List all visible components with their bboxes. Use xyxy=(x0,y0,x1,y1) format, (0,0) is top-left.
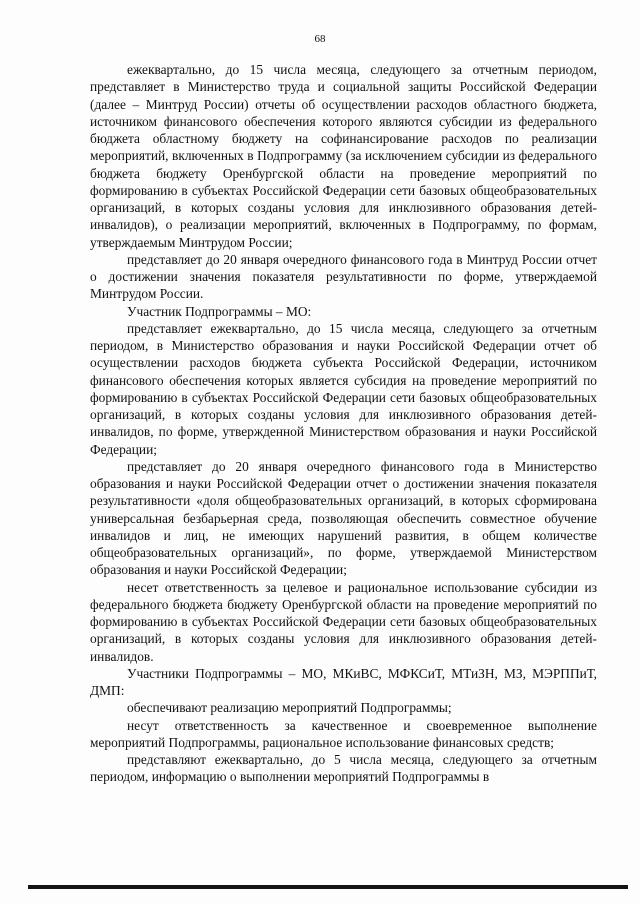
paragraph: представляет до 20 января очередного финансового года в Минтруд России отчет о достижении значения показателя результативности по форме, утверждаемой Минтрудом России. xyxy=(90,251,597,302)
document-body xyxy=(90,61,597,786)
paragraph: обеспечивают реализацию мероприятий Подпрограммы; xyxy=(127,700,452,716)
paragraph: Участники Подпрограммы – МО, МКиВС, МФКСиТ, МТиЗН, МЗ, МЭРППиТ, ДМП: xyxy=(90,665,597,698)
paragraph: несет ответственность за целевое и рациональное использование субсидии из федерального бюджета бюджету Оренбургской области на проведение мероприятий по формированию в субъектах Российской Федерации сети базовых общеобразовательных организаций, в которых созданы условия для инклюзивного образования детей-инвалидов. xyxy=(90,579,597,664)
paragraph: Участник Подпрограммы – МО: xyxy=(127,303,312,319)
paragraph: ежеквартально, до 15 числа месяца, следующего за отчетным периодом, представляет в Министерство труда и социальной защиты Российской Федерации (далее – Минтруд России) отчеты об осуществлении расходов областного бюджета, источником финансового обеспечения которого являются субсидии из федерального бюджета областному бюджету на софинансирование расходов по реализации мероприятий, включенных в Подпрограмму (за исключением субсидии из федерального бюджета бюджету Оренбургской области на проведение мероприятий по формированию в субъектах Российской Федерации сети базовых общеобразовательных организаций, в которых созданы условия для инклюзивного образования детей-инвалидов), о реализации мероприятий, включенных в Подпрограмму, по формам, утверждаемым Минтрудом России; xyxy=(90,62,597,250)
page-number: 68 xyxy=(314,33,326,45)
paragraph: представляют ежеквартально, до 5 числа месяца, следующего за отчетным периодом, информацию о выполнении мероприятий Подпрограммы в xyxy=(90,752,597,785)
paragraph: представляет ежеквартально, до 15 числа месяца, следующего за отчетным периодом, в Министерство образования и науки Российской Федерации отчет об осуществлении расходов бюджета субъекта Российской Федерации, источником финансового обеспечения которых является субсидия на проведение мероприятий по формированию в субъектах Российской Федерации сети базовых общеобразовательных организаций, в которых созданы условия для инклюзивного образования детей-инвалидов, по форме, утвержденной Министерством образования и науки Российской Федерации; xyxy=(90,320,597,457)
paragraph: несут ответственность за качественное и своевременное выполнение мероприятий Подпрограммы, рациональное использование финансовых средств; xyxy=(90,717,597,750)
paragraph: представляет до 20 января очередного финансового года в Министерство образования и науки Российской Федерации отчет о достижении значения показателя результативности «доля общеобразовательных организаций, в которых сформирована универсальная безбарьерная среда, позволяющая обеспечить совместное обучение инвалидов и лиц, не имеющих нарушений развития, в общем количестве общеобразовательных организаций», по форме, утверждаемой Министерством образования и науки Российской Федерации; xyxy=(90,458,597,578)
bottom-rule xyxy=(28,885,628,889)
